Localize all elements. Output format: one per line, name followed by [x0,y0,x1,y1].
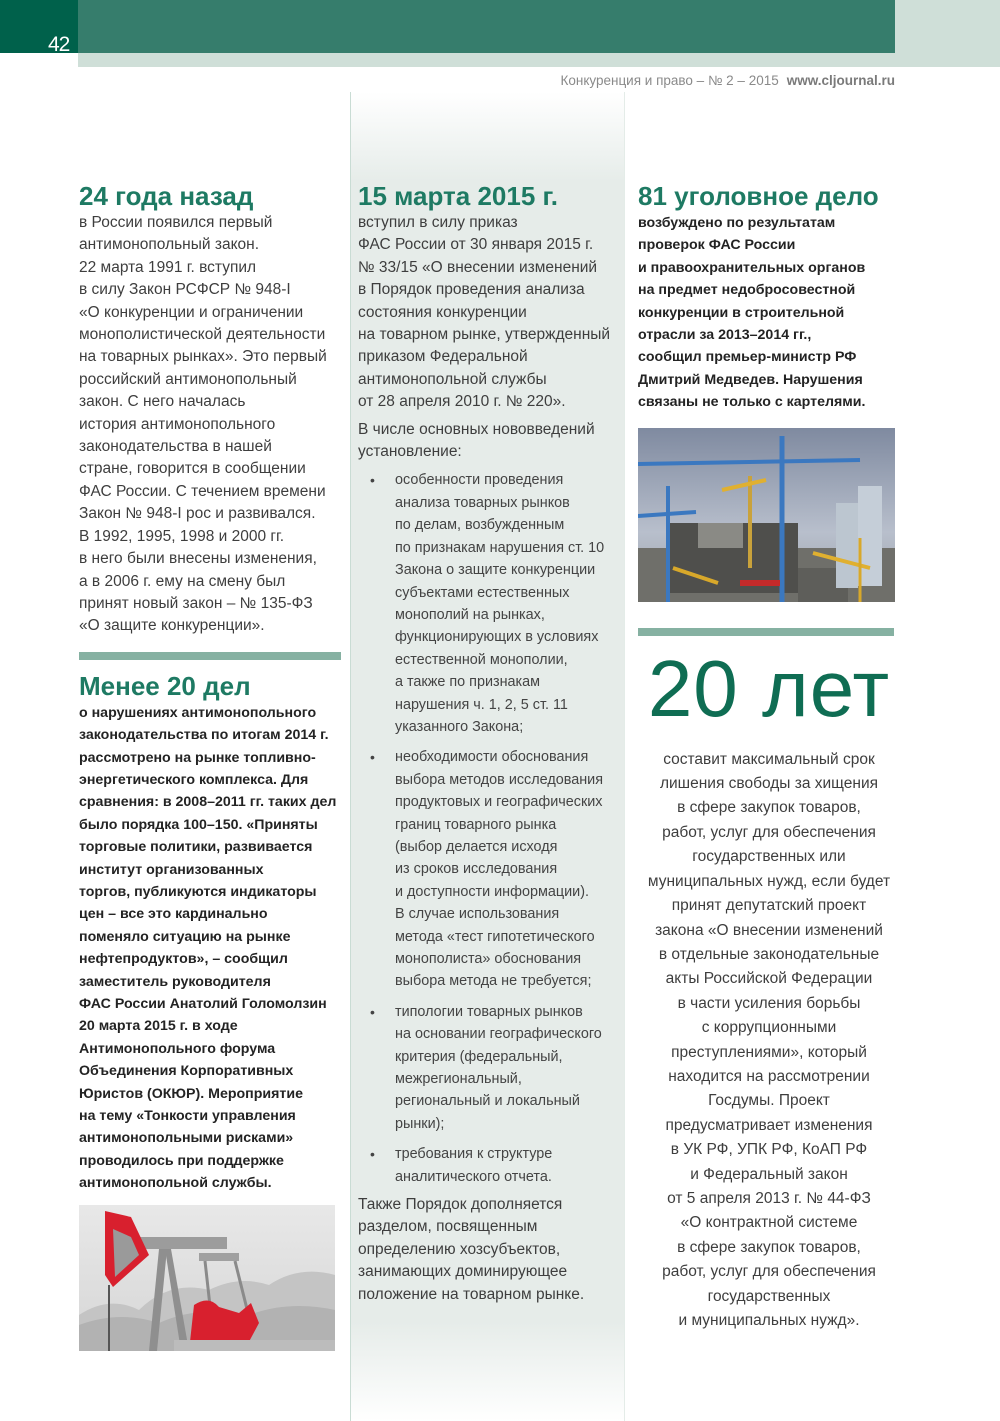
header-green-bar [78,0,895,53]
order-title: 15 марта 2015 г. [358,181,558,211]
order-lead: В числе основных нововведений установление: [358,420,595,461]
list-item [358,469,620,738]
news-body: составит максимальный срок лишения свободы за хищения в сфере закупок товаров, работ, услуг для обеспечения государственных или муниципальных нужд, если будет принят депутатский проект закона «О внесении изменений в отдельные законодательные акты Российской Федерации в части усиления борьбы с коррупционными преступлениями», который находится на рассмотрении Госдумы. Проект предусматривает изменения в УК РФ, УПК РФ, КоАП РФ и Федеральный закон от 5 апреля 2013 г. № 44-ФЗ «О контрактной системе в сфере закупок товаров, работ, услуг для обеспечения государственных и муниципальных нужд». [647,750,891,1329]
oil-pump-jack-illustration [79,1205,335,1351]
bullet-icon: • [370,1003,375,1020]
news-title: Менее 20 дел [79,670,251,701]
list-item [358,746,620,992]
column-left [79,180,341,1351]
section-divider [638,628,894,636]
bullet-icon: • [370,749,375,766]
running-head [561,73,896,88]
journal-title: Конкуренция и право – № 2 – 2015 [560,73,779,88]
column-middle [358,180,620,1306]
news-20-years [638,644,900,1334]
innovations-list [358,469,620,1188]
list-item [358,1001,620,1135]
bullet-icon: • [370,1146,375,1163]
order-intro: вступил в силу приказ ФАС России от 30 января 2015 г. № 33/15 «О внесении изменений в Порядок проведения анализа состояния конкуренции на товарном рынке, утвержденный приказом Федеральной антимонопольной службы от 28 апреля 2010 г. № 220». [358,214,611,411]
news-body: в России появился первый антимонопольный закон. 22 марта 1991 г. вступил в силу Закон РСФСР № 948-I «О конкуренции и ограничении монополистической деятельности на товарных рынках». Это первый российский антимонопольный закон. С него началась история антимонопольного законодательства в нашей стране, говорится в сообщении ФАС России. С течением времени Закон № 948-I рос и развивался. В 1992, 1995, 1998 и 2000 гг. в него были внесены изменения, а в 2006 г. ему на смену был принят новый закон – № 135-ФЗ «О защите конкуренции». [79,214,327,635]
news-body: возбуждено по результатам проверок ФАС России и правоохранительных органов на предмет недобросовестной конкуренции в строительной отрасли за 2013–2014 гг., сообщил премьер-министр РФ Дмитрий Медведев. Нарушения связаны не только с картелями. [638,215,866,411]
column-right [638,180,900,1333]
oil-pump-jack-photo [79,1205,335,1351]
journal-url[interactable]: www.cljournal.ru [786,73,895,88]
construction-cranes-illustration [638,428,895,602]
bullet-icon: • [370,472,375,489]
list-item-text: необходимости обоснования выбора методов исследования продуктовых и географических границ товарного рынка (выбор делается исходя из сроков исследования и доступности информации). В случае использования метода «тест гипотетического монополиста» обоснования выбора метода не требуется; [395,749,603,990]
news-title: 24 года назад [79,181,254,211]
news-less-20-cases [79,670,341,1195]
news-body: о нарушениях антимонопольного законодательства по итогам 2014 г. рассмотрено на рынке топливно- энергетического комплекса. Для сравнения: в 2008–2011 гг. таких дел было порядка 100–150. «Приняты торговые политики, развивается институт организованных торгов, публикуются индикаторы цен – все это кардинально поменяло ситуацию на рынке нефтепродуктов», – сообщил заместитель руководителя ФАС России Анатолий Голомолзин 20 марта 2015 г. в ходе Антимонопольного форума Объединения Корпоративных Юристов (ОКЮР). Мероприятие на тему «Тонкости управления антимонопольными рисками» проводилось при поддержке антимонопольной службы. [79,704,337,1192]
list-item-text: типологии товарных рынков на основании географического критерия (федеральный, межрегиональный, региональный и локальный рынки); [395,1003,602,1132]
construction-cranes-photo [638,428,895,602]
page-number: 42 [48,34,70,56]
section-divider [79,652,341,660]
list-item-text: особенности проведения анализа товарных рынков по делам, возбужденным по признакам нарушения ст. 10 Закона о защите конкуренции субъектами естественных монополий на рынках, функционирующих в условиях естественной монополии, а также по признакам нарушения ч. 1, 2, 5 ст. 11 указанного Закона; [395,472,605,735]
news-81-cases [638,180,900,414]
news-24-years [79,180,341,638]
order-outro: Также Порядок дополняется разделом, посвященным определению хозсубъектов, занимающих доминирующее положение на товарном рынке. [358,1196,585,1303]
list-item-text: требования к структуре аналитического отчета. [395,1146,553,1185]
news-big-title: 20 лет [647,643,891,733]
news-title: 81 уголовное дело [638,181,879,211]
list-item [358,1143,620,1188]
